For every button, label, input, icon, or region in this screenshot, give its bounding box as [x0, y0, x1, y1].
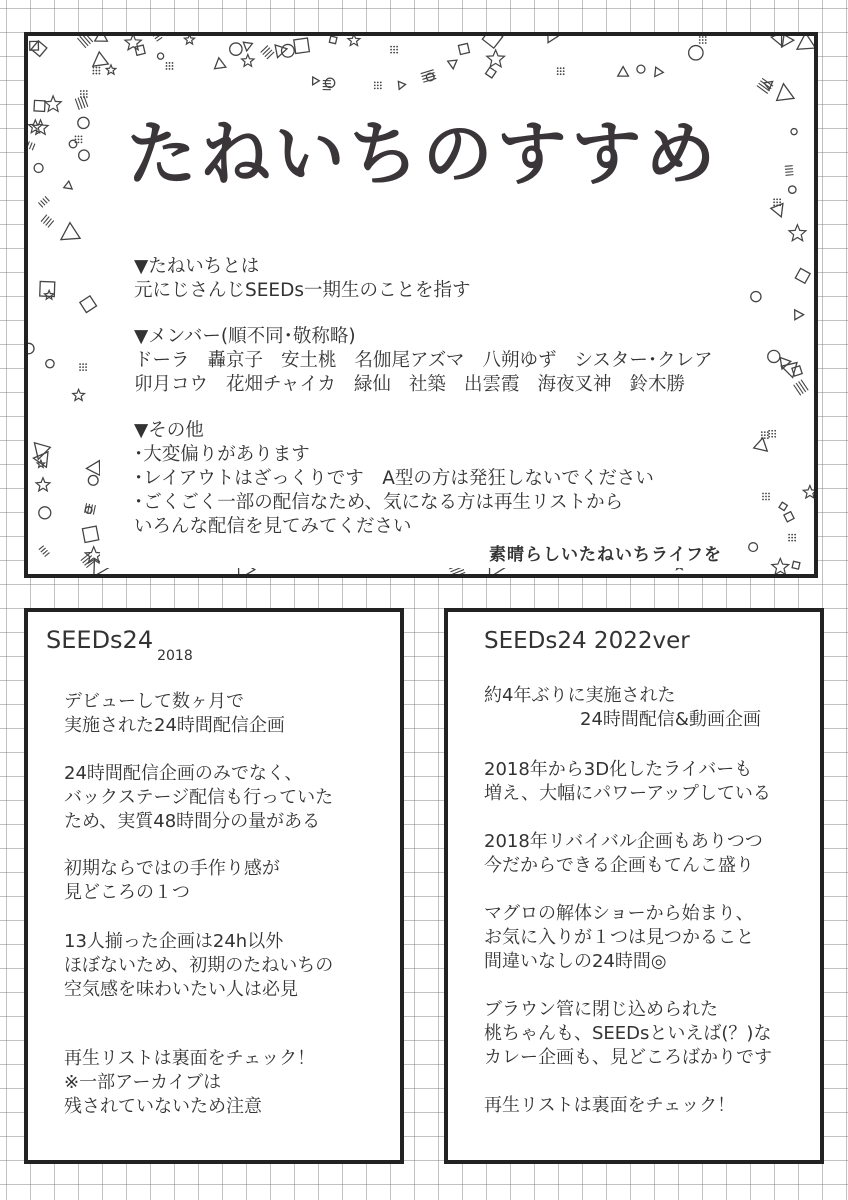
doodle-shape	[699, 42, 701, 44]
doodle-shape	[69, 140, 77, 148]
doodle-shape	[393, 52, 395, 54]
text-line: ため、実質48時間分の量がある	[64, 811, 321, 832]
doodle-shape	[689, 46, 703, 60]
seeds24-2022-panel	[444, 608, 824, 1164]
doodle-shape	[374, 84, 376, 86]
doodle-shape	[448, 60, 458, 69]
doodle-shape	[34, 164, 43, 173]
doodle-shape	[380, 81, 382, 83]
doodle-shape	[799, 381, 806, 392]
doodle-shape	[791, 540, 793, 542]
doodle-shape	[779, 201, 781, 203]
doodle-shape	[282, 44, 295, 57]
doodle-shape	[792, 561, 800, 569]
doodle-shape	[761, 437, 763, 439]
doodle-shape	[705, 36, 707, 38]
doodle-shape	[560, 67, 562, 69]
panel-year: 2018	[157, 648, 193, 664]
doodle-shape	[88, 504, 90, 513]
doodle-shape	[618, 67, 629, 77]
doodle-shape	[45, 196, 49, 201]
doodle-shape	[560, 73, 562, 75]
doodle-shape	[169, 68, 171, 70]
about-description: 元にじさんじSEEDs一期生のことを指す	[134, 280, 471, 301]
doodle-shape	[79, 369, 81, 371]
doodle-shape	[768, 430, 770, 432]
text-line: 残されていないため注意	[64, 1096, 262, 1117]
doodle-shape	[82, 526, 98, 542]
doodle-shape	[82, 366, 84, 368]
doodle-shape	[95, 36, 108, 41]
doodle-shape	[79, 150, 90, 161]
intro-content	[100, 92, 746, 568]
doodle-shape	[78, 141, 80, 143]
doodle-shape	[803, 486, 814, 499]
doodle-shape	[294, 38, 310, 54]
doodle-shape	[765, 499, 767, 501]
doodle-shape	[184, 36, 194, 44]
paragraph	[64, 930, 333, 1002]
doodle-shape	[73, 389, 85, 400]
text-line: 桃ちゃんも、SEEDsといえば(？)な	[484, 1023, 772, 1044]
text-line: デビューして数ヶ月で	[64, 691, 244, 712]
doodle-shape	[794, 385, 801, 396]
member-name: 安土桃	[281, 350, 337, 371]
doodle-shape	[242, 42, 252, 51]
paragraph	[484, 830, 763, 878]
doodle-shape	[81, 141, 83, 143]
doodle-shape	[396, 46, 398, 48]
doodle-shape	[77, 38, 85, 48]
doodle-shape	[83, 96, 85, 98]
text-line: ※一部アーカイブは	[64, 1072, 222, 1093]
panel-title-text: SEEDs24	[46, 626, 154, 654]
doodle-shape	[791, 129, 797, 135]
member-name: 海夜叉神	[537, 374, 612, 395]
text-line: 再生リストは裏面をチェック！	[64, 1048, 316, 1069]
other-note: いろんな配信を見てみてください	[134, 516, 412, 537]
doodle-shape	[33, 450, 48, 467]
about-heading: ▼たねいちとは	[134, 256, 260, 277]
doodle-shape	[230, 43, 242, 55]
doodle-shape	[699, 39, 701, 41]
member-name: 名伽尾アズマ	[354, 350, 465, 371]
member-name: 卯月コウ	[134, 374, 209, 395]
doodle-shape	[80, 296, 97, 313]
text-line: 見どころの１つ	[64, 882, 190, 903]
doodle-shape	[95, 70, 97, 72]
doodle-shape	[788, 534, 790, 536]
doodle-shape	[768, 493, 770, 495]
doodle-shape	[213, 57, 226, 69]
doodle-shape	[796, 383, 803, 394]
doodle-shape	[773, 198, 775, 200]
doodle-shape	[166, 65, 168, 67]
doodle-shape	[771, 433, 773, 435]
doodle-shape	[785, 169, 793, 170]
seeds24-2018-panel	[24, 608, 404, 1164]
doodle-shape	[390, 46, 392, 48]
doodle-shape	[80, 93, 82, 95]
doodle-shape	[393, 49, 395, 51]
doodle-shape	[92, 70, 94, 72]
text-line: 空気感を味わいたい人は必見	[64, 979, 298, 1000]
doodle-shape	[774, 433, 776, 435]
doodle-shape	[761, 434, 763, 436]
member-name: 花畑チャイカ	[226, 374, 336, 395]
doodle-shape	[135, 45, 145, 55]
text-line: 今だからできる企画もてんこ盛り	[484, 855, 754, 876]
doodle-shape	[765, 496, 767, 498]
doodle-shape	[393, 46, 395, 48]
member-name: ドーラ	[134, 350, 190, 371]
paragraph	[64, 857, 280, 905]
doodle-shape	[28, 141, 29, 148]
doodle-shape	[242, 55, 254, 67]
paragraph	[64, 690, 285, 738]
doodle-shape	[377, 81, 379, 83]
doodle-shape	[396, 49, 398, 51]
doodle-shape	[801, 380, 808, 391]
doodle-shape	[80, 96, 82, 98]
doodle-shape	[93, 505, 95, 514]
doodle-shape	[39, 546, 44, 550]
doodle-shape	[390, 49, 392, 51]
doodle-shape	[125, 36, 141, 50]
text-line: カレー企画も、見どころばかりです	[484, 1047, 772, 1068]
doodle-shape	[78, 135, 80, 137]
other-heading: ▼その他	[134, 420, 204, 441]
doodle-shape	[779, 204, 781, 206]
paragraph	[484, 998, 772, 1070]
doodle-shape	[785, 172, 793, 173]
doodle-shape	[705, 42, 707, 44]
doodle-shape	[794, 537, 796, 539]
member-name: 轟京子	[207, 350, 264, 371]
doodle-shape	[764, 437, 766, 439]
doodle-shape	[779, 502, 787, 510]
doodle-shape	[751, 291, 761, 301]
doodle-shape	[773, 201, 775, 203]
member-name: シスター･クレア	[574, 350, 713, 371]
doodle-shape	[33, 120, 48, 134]
doodle-shape	[380, 84, 382, 86]
doodle-shape	[98, 70, 100, 72]
doodle-shape	[768, 499, 770, 501]
doodle-shape	[28, 343, 34, 353]
doodle-shape	[41, 200, 45, 205]
doodle-shape	[768, 496, 770, 498]
doodle-shape	[169, 62, 171, 64]
doodle-shape	[157, 53, 163, 59]
text-line: お気に入りが１つは見つかること	[484, 927, 754, 948]
doodle-shape	[762, 493, 764, 495]
doodle-shape	[78, 117, 89, 128]
doodle-shape	[64, 181, 75, 192]
other-note: ･レイアウトはざっくりです A型の方は発狂しないでください	[134, 468, 654, 489]
text-line: 2018年リバイバル企画もありつつ	[484, 831, 763, 852]
doodle-shape	[768, 433, 770, 435]
intro-panel	[24, 32, 818, 578]
doodle-shape	[166, 62, 168, 64]
doodle-shape	[86, 461, 100, 476]
doodle-shape	[377, 84, 379, 86]
doodle-shape	[95, 67, 97, 69]
doodle-shape	[767, 437, 769, 439]
doodle-shape	[563, 70, 565, 72]
doodle-shape	[155, 36, 161, 39]
doodle-shape	[785, 166, 793, 167]
text-line: マグロの解体ショーから始まり、	[484, 903, 754, 924]
text-line: 増え、大幅にパワーアップしている	[484, 783, 771, 804]
tagline: 素晴らしいたねいちライフを	[489, 545, 722, 565]
doodle-shape	[75, 135, 77, 137]
doodle-shape	[768, 436, 770, 438]
other-note: ･ごくごく一部の配信なため、気になる方は再生リストから	[134, 492, 624, 513]
doodle-shape	[560, 70, 562, 72]
page-title: たねいちのすすめ	[126, 113, 720, 195]
doodle-shape	[557, 73, 559, 75]
doodle-shape	[56, 223, 80, 248]
doodle-shape	[86, 96, 88, 98]
doodle-shape	[106, 65, 116, 74]
doodle-shape	[776, 201, 778, 203]
doodle-shape	[92, 73, 94, 75]
doodle-shape	[85, 363, 87, 365]
text-line: 24時間配信&動画企画	[580, 709, 761, 730]
doodle-shape	[789, 225, 806, 241]
doodle-shape	[46, 360, 54, 368]
doodle-shape	[702, 36, 704, 38]
doodle-shape	[374, 87, 376, 89]
doodle-shape	[795, 310, 804, 320]
doodle-shape	[79, 366, 81, 368]
doodle-shape	[88, 52, 108, 72]
doodle-shape	[98, 67, 100, 69]
doodle-shape	[775, 83, 794, 101]
paragraph	[484, 902, 754, 974]
doodle-shape	[172, 65, 174, 67]
panel-title: SEEDs24 2022ver	[484, 628, 690, 654]
text-line: ブラウン管に閉じ込められた	[484, 999, 718, 1020]
doodle-shape	[563, 73, 565, 75]
doodle-shape	[30, 143, 33, 150]
doodle-shape	[380, 87, 382, 89]
doodle-shape	[377, 87, 379, 89]
doodle-shape	[43, 550, 48, 554]
doodle-shape	[172, 68, 174, 70]
text-line: 再生リストは裏面をチェック！	[484, 1095, 736, 1116]
doodle-shape	[32, 144, 35, 151]
doodle-shape	[390, 52, 392, 54]
doodle-shape	[699, 36, 701, 38]
doodle-shape	[774, 436, 776, 438]
doodle-shape	[41, 548, 46, 552]
text-line: 初期ならではの手作り感が	[64, 858, 280, 879]
doodle-shape	[771, 436, 773, 438]
members-row-2	[134, 373, 685, 397]
doodle-shape	[776, 198, 778, 200]
doodle-shape	[95, 73, 97, 75]
doodle-shape	[34, 100, 45, 111]
doodle-shape	[85, 366, 87, 368]
doodle-shape	[309, 77, 319, 87]
doodle-shape	[771, 430, 773, 432]
doodle-shape	[374, 81, 376, 83]
doodle-shape	[795, 268, 810, 283]
doodle-shape	[81, 553, 90, 560]
doodle-shape	[702, 42, 704, 44]
doodle-shape	[86, 90, 88, 92]
text-line: 約4年ぶりに実施された	[484, 685, 676, 706]
doodle-shape	[486, 67, 497, 78]
doodle-shape	[791, 534, 793, 536]
doodle-shape	[348, 36, 360, 46]
doodle-shape	[482, 36, 502, 48]
text-line: 24時間配信企画のみでなく、	[64, 763, 303, 784]
doodle-shape	[36, 478, 50, 491]
doodle-shape	[762, 496, 764, 498]
doodle-shape	[38, 203, 42, 208]
doodle-shape	[98, 73, 100, 75]
doodle-shape	[705, 39, 707, 41]
doodle-shape	[764, 434, 766, 436]
doodle-shape	[784, 512, 794, 522]
doodle-shape	[771, 36, 789, 49]
doodle-shape	[45, 290, 54, 299]
doodle-shape	[166, 68, 168, 70]
doodle-shape	[563, 67, 565, 69]
doodle-shape	[172, 62, 174, 64]
doodle-shape	[79, 363, 81, 365]
member-name: 出雲霞	[463, 374, 520, 395]
doodle-shape	[794, 534, 796, 536]
member-name: 八朔ゆず	[482, 350, 557, 371]
text-line: 間違いなしの24時間◎	[484, 951, 667, 972]
doodle-shape	[45, 96, 61, 112]
doodle-shape	[637, 65, 645, 73]
doodle-shape	[83, 93, 85, 95]
doodle-shape	[458, 43, 469, 54]
doodle-shape	[45, 553, 50, 557]
doodle-shape	[487, 50, 505, 67]
doodle-shape	[169, 65, 171, 67]
doodle-shape	[772, 558, 789, 574]
text-line: 13人揃った企画は24h以外	[64, 931, 284, 952]
text-line: バックステージ配信も行っていた	[64, 787, 334, 808]
doodle-shape	[88, 475, 98, 485]
doodle-shape	[82, 363, 84, 365]
doodle-shape	[396, 81, 406, 91]
member-name: 鈴木勝	[629, 374, 685, 395]
doodle-shape	[774, 430, 776, 432]
doodle-shape	[792, 36, 814, 57]
doodle-shape	[85, 369, 87, 371]
doodle-shape	[81, 135, 83, 137]
paragraph	[64, 762, 333, 834]
doodle-shape	[788, 540, 790, 542]
doodle-shape	[157, 37, 163, 41]
doodle-shape	[786, 175, 794, 176]
doodle-shape	[788, 537, 790, 539]
other-note: ･大変偏りがあります	[134, 444, 310, 465]
doodle-shape	[39, 507, 51, 519]
member-name: 社築	[408, 374, 446, 395]
doodle-shape	[767, 434, 769, 436]
doodle-shape	[789, 186, 796, 193]
panel-title	[46, 626, 193, 664]
doodle-shape	[557, 70, 559, 72]
doodle-shape	[78, 138, 80, 140]
doodle-shape	[762, 499, 764, 501]
doodle-shape	[791, 537, 793, 539]
paragraph	[484, 1094, 735, 1118]
doodle-shape	[396, 52, 398, 54]
doodle-shape	[80, 36, 88, 46]
member-name: 緑仙	[353, 374, 391, 395]
doodle-shape	[92, 67, 94, 69]
doodle-shape	[794, 540, 796, 542]
doodle-shape	[651, 67, 663, 79]
doodle-shape	[557, 67, 559, 69]
doodle-shape	[768, 350, 780, 362]
doodle-shape	[771, 203, 788, 219]
members-row-1	[134, 349, 713, 373]
doodle-shape	[765, 493, 767, 495]
doodle-shape	[773, 204, 775, 206]
doodle-shape	[82, 369, 84, 371]
doodle-shape	[329, 36, 337, 44]
doodle-shape	[86, 93, 88, 95]
doodle-shape	[749, 543, 758, 552]
doodle-shape	[81, 138, 83, 140]
members-heading: ▼メンバー(順不同･敬称略)	[134, 326, 356, 347]
doodle-shape	[43, 198, 47, 203]
doodle-shape	[776, 204, 778, 206]
doodle-shape	[80, 90, 82, 92]
doodle-shape	[757, 86, 768, 94]
doodle-shape	[83, 90, 85, 92]
doodle-shape	[702, 39, 704, 41]
doodle-shape	[543, 36, 558, 45]
paragraph	[484, 684, 761, 732]
paragraph	[64, 1047, 315, 1119]
doodle-shape	[764, 431, 766, 433]
doodle-shape	[754, 438, 772, 456]
text-line: ほぼないため、初期のたねいちの	[64, 955, 334, 976]
doodle-shape	[761, 431, 763, 433]
doodle-shape	[779, 198, 781, 200]
text-line: 2018年から3D化したライバーも	[484, 759, 753, 780]
paragraph	[484, 758, 771, 806]
doodle-shape	[767, 431, 769, 433]
text-line: 実施された24時間配信企画	[64, 715, 285, 736]
